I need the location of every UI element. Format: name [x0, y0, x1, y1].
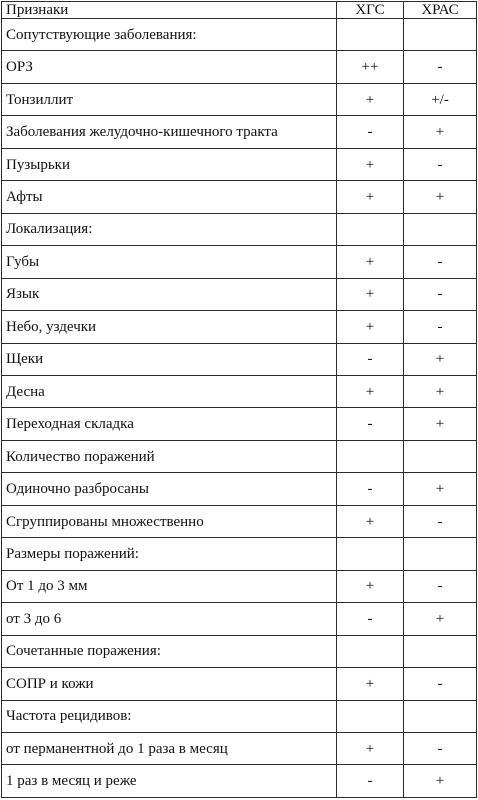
feature-cell: Сгруппированы множественно — [2, 505, 337, 537]
hgs-cell — [337, 538, 404, 570]
feature-cell: Количество поражений — [2, 440, 337, 472]
hgs-cell: - — [337, 765, 404, 798]
table-row — [2, 181, 477, 213]
feature-cell: Тонзиллит — [2, 83, 337, 115]
feature-cell: Размеры поражений: — [2, 538, 337, 570]
table-row — [2, 668, 477, 700]
hras-cell — [404, 700, 477, 732]
hras-cell: + — [404, 408, 477, 440]
table-row — [2, 83, 477, 115]
hgs-cell: + — [337, 246, 404, 278]
table-row — [2, 440, 477, 472]
table-row — [2, 700, 477, 732]
table-row — [2, 473, 477, 505]
hgs-cell: + — [337, 311, 404, 343]
hgs-cell: - — [337, 343, 404, 375]
table-row — [2, 278, 477, 310]
table-row — [2, 603, 477, 635]
hras-cell: - — [404, 51, 477, 83]
feature-cell: Афты — [2, 181, 337, 213]
hgs-cell: + — [337, 83, 404, 115]
table-row — [2, 148, 477, 180]
header-hras: ХРАС — [404, 2, 477, 19]
hras-cell: +/- — [404, 83, 477, 115]
feature-cell: Частота рецидивов: — [2, 700, 337, 732]
hras-cell: - — [404, 570, 477, 602]
table-row — [2, 505, 477, 537]
feature-cell: от перманентной до 1 раза в месяц — [2, 732, 337, 764]
feature-cell: Язык — [2, 278, 337, 310]
hgs-cell: + — [337, 375, 404, 407]
hras-cell: - — [404, 278, 477, 310]
hgs-cell: - — [337, 116, 404, 148]
hras-cell: - — [404, 311, 477, 343]
hras-cell: + — [404, 473, 477, 505]
hgs-cell — [337, 19, 404, 51]
feature-cell: Десна — [2, 375, 337, 407]
table-row — [2, 635, 477, 667]
feature-cell: от 3 до 6 — [2, 603, 337, 635]
hgs-cell — [337, 440, 404, 472]
feature-cell: Щеки — [2, 343, 337, 375]
feature-cell: Губы — [2, 246, 337, 278]
hgs-cell: + — [337, 668, 404, 700]
hgs-cell: + — [337, 278, 404, 310]
feature-cell: ОРЗ — [2, 51, 337, 83]
hras-cell: + — [404, 116, 477, 148]
hgs-cell: + — [337, 570, 404, 602]
hgs-cell — [337, 700, 404, 732]
header-hgs: ХГС — [337, 2, 404, 19]
table-row — [2, 116, 477, 148]
table-row — [2, 375, 477, 407]
feature-cell: Пузырьки — [2, 148, 337, 180]
hgs-cell: - — [337, 408, 404, 440]
table-row — [2, 765, 477, 798]
feature-cell: Сопутствующие заболевания: — [2, 19, 337, 51]
hgs-cell — [337, 635, 404, 667]
hgs-cell: + — [337, 148, 404, 180]
hgs-cell: - — [337, 603, 404, 635]
table-row — [2, 19, 477, 51]
feature-cell: Одиночно разбросаны — [2, 473, 337, 505]
feature-cell: От 1 до 3 мм — [2, 570, 337, 602]
hgs-cell: ++ — [337, 51, 404, 83]
feature-cell: Локализация: — [2, 213, 337, 245]
table-row — [2, 311, 477, 343]
hras-cell — [404, 440, 477, 472]
table-body — [2, 19, 477, 798]
table-row — [2, 343, 477, 375]
hras-cell — [404, 635, 477, 667]
hras-cell — [404, 538, 477, 570]
table-row — [2, 538, 477, 570]
table-row — [2, 51, 477, 83]
hras-cell: + — [404, 603, 477, 635]
feature-cell: Переходная складка — [2, 408, 337, 440]
hgs-cell: + — [337, 732, 404, 764]
hras-cell: + — [404, 765, 477, 798]
header-row — [2, 2, 477, 19]
hras-cell — [404, 213, 477, 245]
hgs-cell: + — [337, 181, 404, 213]
hgs-cell: - — [337, 473, 404, 505]
feature-cell: Заболевания желудочно-кишечного тракта — [2, 116, 337, 148]
feature-cell: СОПР и кожи — [2, 668, 337, 700]
hras-cell: + — [404, 181, 477, 213]
table-row — [2, 213, 477, 245]
header-feature: Признаки — [2, 2, 337, 19]
hras-cell: - — [404, 732, 477, 764]
feature-cell: Небо, уздечки — [2, 311, 337, 343]
hras-cell: - — [404, 148, 477, 180]
hras-cell: - — [404, 505, 477, 537]
hgs-cell: + — [337, 505, 404, 537]
hras-cell: + — [404, 375, 477, 407]
feature-cell: Сочетанные поражения: — [2, 635, 337, 667]
hras-cell — [404, 19, 477, 51]
hras-cell: - — [404, 246, 477, 278]
feature-cell: 1 раз в месяц и реже — [2, 765, 337, 798]
table-row — [2, 732, 477, 764]
hras-cell: - — [404, 668, 477, 700]
table-row — [2, 408, 477, 440]
table-row — [2, 570, 477, 602]
hras-cell: + — [404, 343, 477, 375]
hgs-cell — [337, 213, 404, 245]
table-row — [2, 246, 477, 278]
comparison-table — [1, 1, 477, 798]
